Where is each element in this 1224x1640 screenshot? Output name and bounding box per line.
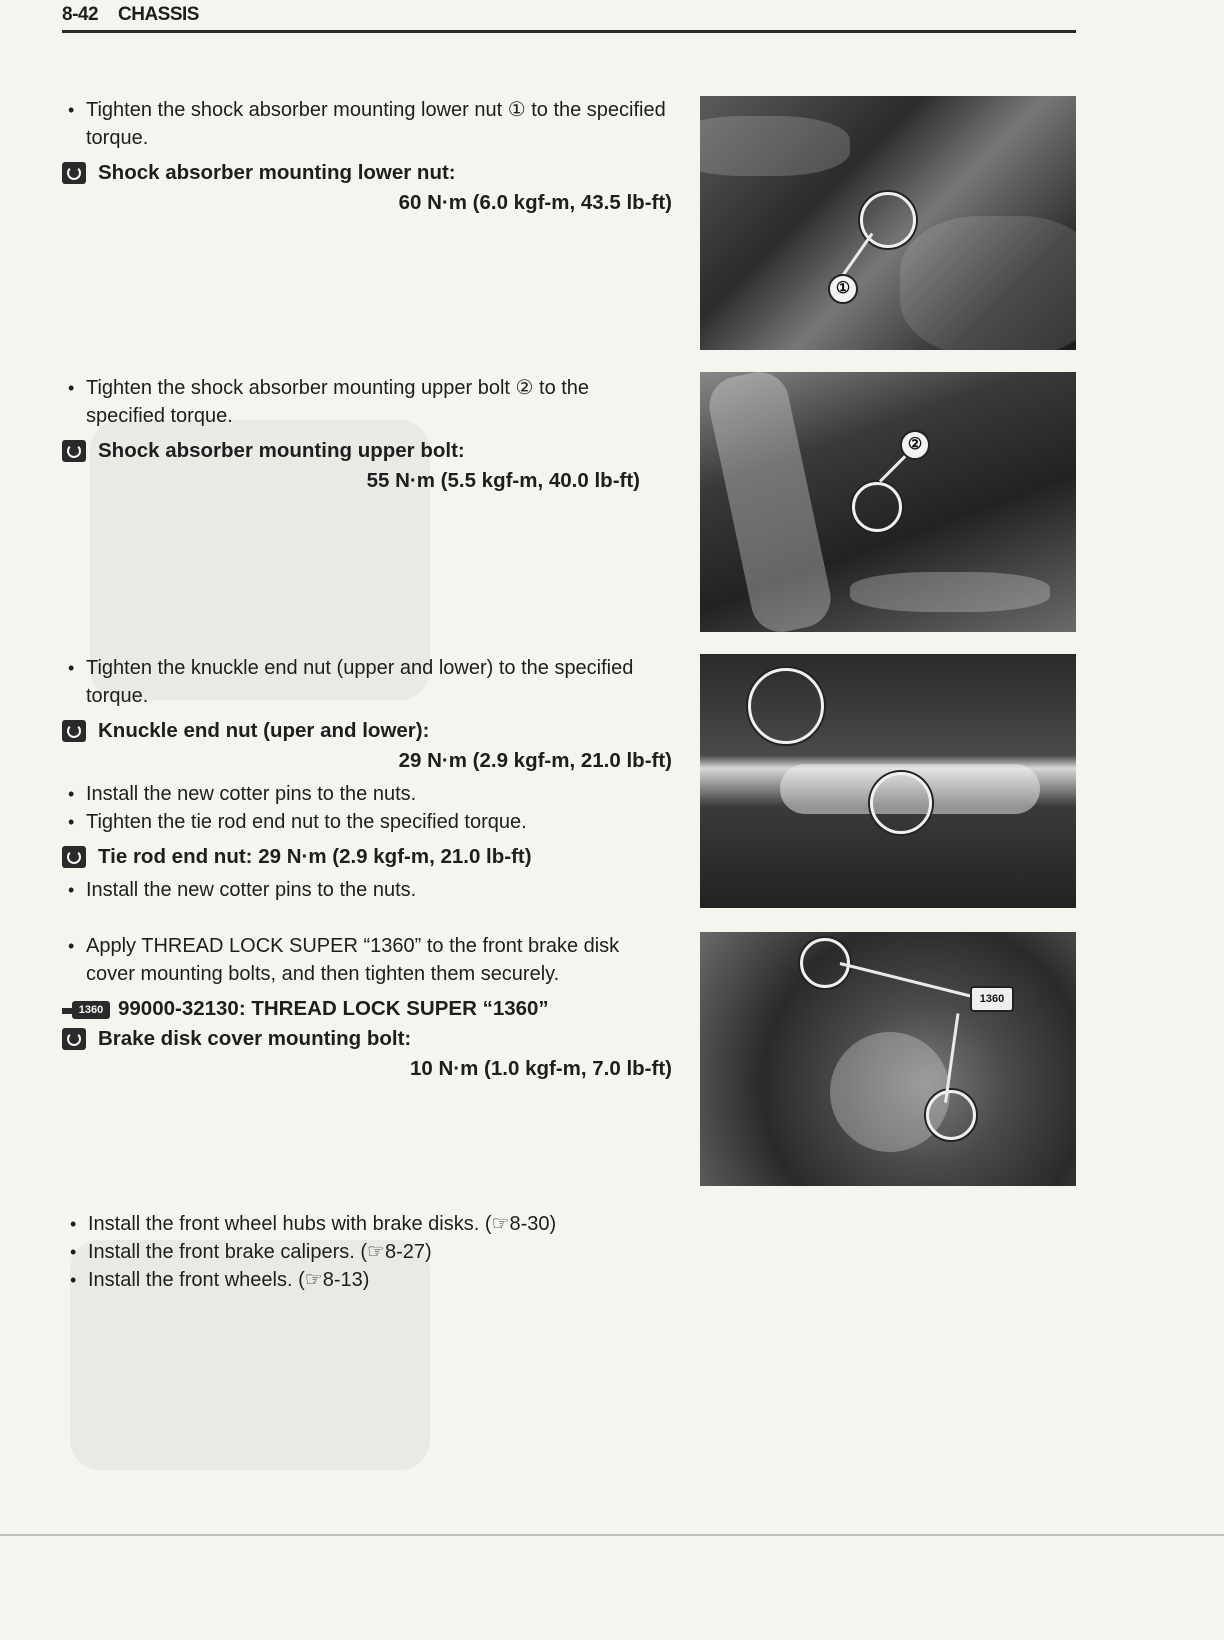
reference-icon: ☞ [367, 1241, 385, 1263]
instruction-bullet: • Install the front wheels. (☞8-13) [64, 1266, 674, 1294]
torque-wrench-icon [62, 1028, 86, 1050]
callout-number: ① [828, 274, 858, 304]
highlight-circle [748, 668, 824, 744]
torque-wrench-icon [62, 720, 86, 742]
instruction-bullet: • Install the front brake calipers. (☞8-27) [64, 1238, 674, 1266]
torque-spec-value: 10 N·m (1.0 kgf-m, 7.0 lb-ft) [410, 1057, 672, 1080]
section-title: CHASSIS [118, 4, 199, 25]
torque-spec-value: 55 N·m (5.5 kgf-m, 40.0 lb-ft) [366, 469, 640, 492]
instruction-bullet: • Install the new cotter pins to the nuts. [62, 780, 672, 808]
page-bottom-edge [0, 1534, 1224, 1536]
highlight-circle [870, 772, 932, 834]
page-header [62, 2, 1076, 33]
torque-spec-label: Shock absorber mounting lower nut: [62, 158, 672, 188]
instruction-bullet: • Apply THREAD LOCK SUPER “1360” to the front brake disk cover mounting bolts, and then tighten them securely. [62, 932, 672, 988]
callout-number: ② [900, 430, 930, 460]
thread-lock-spec: 1360 99000-32130: THREAD LOCK SUPER “1360” [62, 994, 672, 1024]
step-brake-disk-cover [62, 932, 672, 1084]
torque-wrench-icon [62, 846, 86, 868]
torque-spec-label: Brake disk cover mounting bolt: [62, 1024, 672, 1054]
page-number: 8-42 [62, 4, 99, 25]
highlight-circle [852, 482, 902, 532]
photo-upper-bolt [700, 372, 1076, 632]
torque-wrench-icon [62, 162, 86, 184]
instruction-bullet: • Tighten the shock absorber mounting lower nut ① to the specified torque. [62, 96, 672, 152]
reference-icon: ☞ [304, 1269, 323, 1291]
step-knuckle-nut [62, 654, 672, 904]
instruction-bullet: • Tighten the shock absorber mounting upper bolt ② to the specified torque. [62, 374, 672, 430]
thread-lock-tag: 1360 [970, 986, 1014, 1012]
instruction-bullet: • Install the new cotter pins to the nuts. [62, 876, 672, 904]
step-upper-bolt [62, 374, 672, 496]
final-steps [64, 1210, 674, 1294]
torque-spec-label: Knuckle end nut (uper and lower): [62, 716, 672, 746]
torque-spec-label: Shock absorber mounting upper bolt: [62, 436, 672, 466]
photo-knuckle [700, 654, 1076, 908]
instruction-bullet: • Tighten the knuckle end nut (upper and lower) to the specified torque. [62, 654, 672, 710]
callout-line [840, 962, 975, 998]
photo-lower-nut [700, 96, 1076, 350]
reference-icon: ☞ [491, 1213, 510, 1235]
instruction-bullet: • Tighten the tie rod end nut to the specified torque. [62, 808, 672, 836]
photo-brake-disk [700, 932, 1076, 1186]
torque-spec-value: 29 N·m (2.9 kgf-m, 21.0 lb-ft) [398, 749, 672, 772]
torque-wrench-icon [62, 440, 86, 462]
thread-lock-icon: 1360 [62, 999, 112, 1021]
torque-spec-tie-rod: Tie rod end nut: 29 N·m (2.9 kgf-m, 21.0 lb-ft) [62, 842, 672, 872]
highlight-circle [926, 1090, 976, 1140]
instruction-bullet: • Install the front wheel hubs with brake disks. (☞8-30) [64, 1210, 674, 1238]
torque-spec-value: 60 N·m (6.0 kgf-m, 43.5 lb-ft) [398, 191, 672, 214]
step-lower-nut [62, 96, 672, 218]
